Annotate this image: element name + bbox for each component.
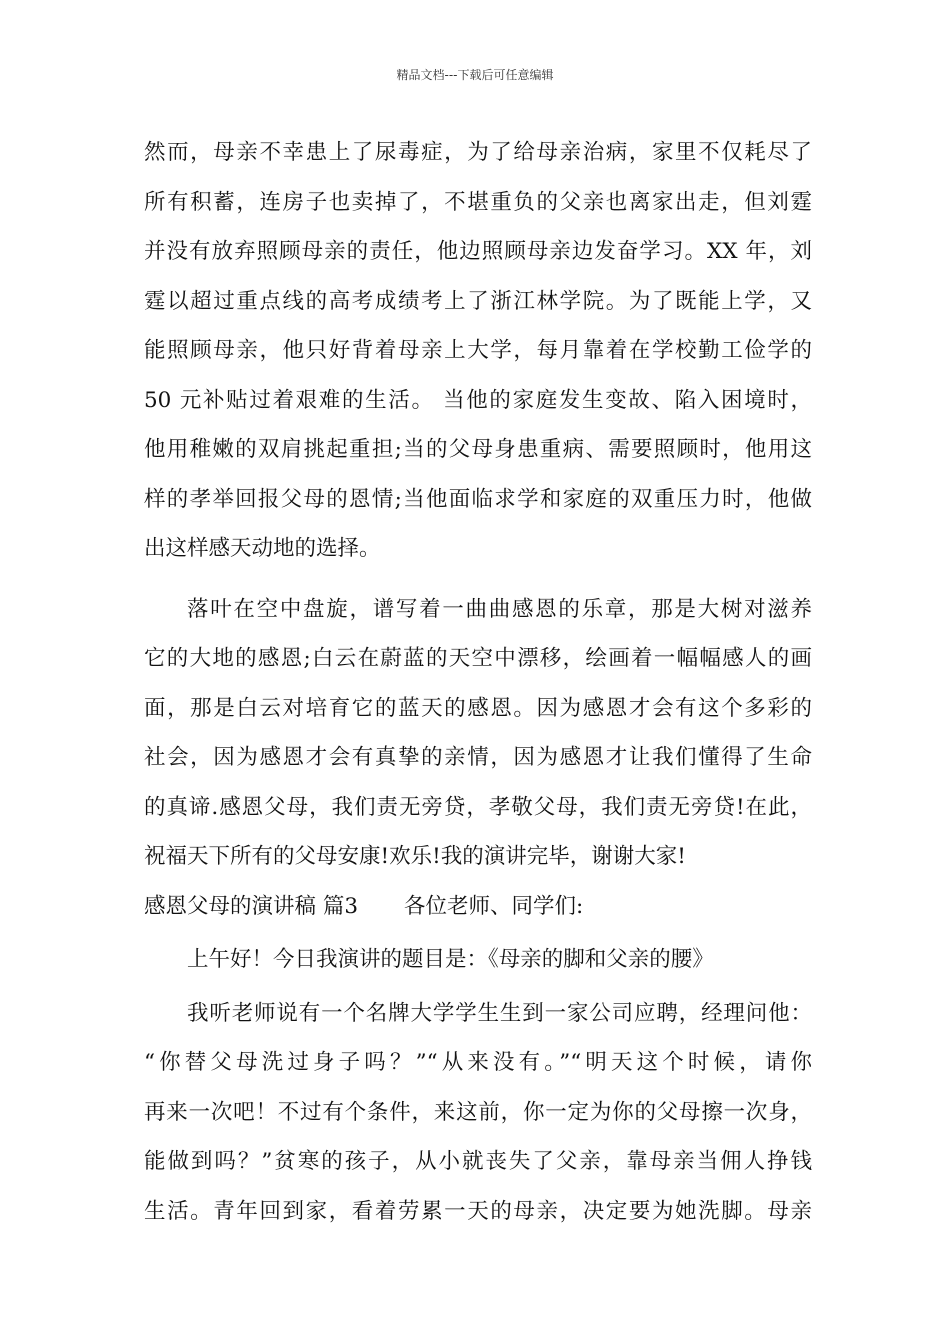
document-body	[144, 128, 812, 1236]
text-line: 面，那是白云对培育它的蓝天的感恩。因为感恩才会有这个多彩的	[144, 695, 812, 721]
section-heading-line	[144, 882, 812, 932]
text-line: 祝福天下所有的父母安康!欢乐!我的演讲完毕，谢谢大家!	[144, 844, 686, 869]
paragraph-topic	[144, 935, 812, 985]
text-line: 落叶在空中盘旋，谱写着一曲曲感恩的乐章，那是大树对滋养	[187, 596, 812, 622]
text-line: “你替父母洗过身子吗？”“从来没有。”“明天这个时候，请你	[144, 1050, 812, 1075]
text-line: 的真谛.感恩父母，我们责无旁贷，孝敬父母，我们责无旁贷!在此，	[144, 794, 812, 820]
text-line: 能照顾母亲，他只好背着母亲上大学，每月靠着在学校勤工俭学的	[144, 338, 812, 363]
text-line: 它的大地的感恩;白云在蔚蓝的天空中漂移，绘画着一幅幅感人的画	[144, 646, 812, 671]
text-line: 所有积蓄，连房子也卖掉了，不堪重负的父亲也离家出走，但刘霆	[144, 189, 812, 215]
text-line: 再来一次吧！不过有个条件，来这前，你一定为你的父母擦一次身，	[144, 1099, 812, 1125]
text-line: 样的孝举回报父母的恩情;当他面临求学和家庭的双重压力时，他做	[144, 486, 812, 512]
text-line: 生活。青年回到家，看着劳累一天的母亲，决定要为她洗脚。母亲	[144, 1198, 812, 1224]
text-line: 上午好！今日我演讲的题目是：《母亲的脚和父亲的腰》	[187, 947, 714, 972]
greeting-text: 各位老师、同学们:	[404, 893, 584, 919]
text-line: 能做到吗？”贫寒的孩子，从小就丧失了父亲，靠母亲当佣人挣钱	[144, 1149, 812, 1174]
text-line: 50 元补贴过着艰难的生活。 当他的家庭发生变故、陷入困境时，	[144, 387, 812, 413]
paragraph-2	[144, 585, 812, 882]
paragraph-story	[144, 989, 812, 1237]
text-line: 出这样感天动地的选择。	[144, 536, 381, 561]
text-line: 社会，因为感恩才会有真挚的亲情，因为感恩才让我们懂得了生命	[144, 745, 812, 770]
page-header: 精品文档---下载后可任意编辑	[396, 68, 554, 82]
text-line: 他用稚嫩的双肩挑起重担;当的父母身患重病、需要照顾时，他用这	[144, 437, 812, 462]
text-line: 然而，母亲不幸患上了尿毒症，为了给母亲治病，家里不仅耗尽了	[144, 140, 812, 165]
text-line: 霆以超过重点线的高考成绩考上了浙江林学院。为了既能上学，又	[144, 288, 812, 314]
paragraph-1	[144, 128, 812, 574]
section-heading: 感恩父母的演讲稿 篇3	[144, 893, 359, 919]
text-line: 我听老师说有一个名牌大学学生生到一家公司应聘，经理问他：	[187, 1000, 812, 1026]
text-line: 并没有放弃照顾母亲的责任，他边照顾母亲边发奋学习。XX 年，刘	[144, 239, 812, 264]
